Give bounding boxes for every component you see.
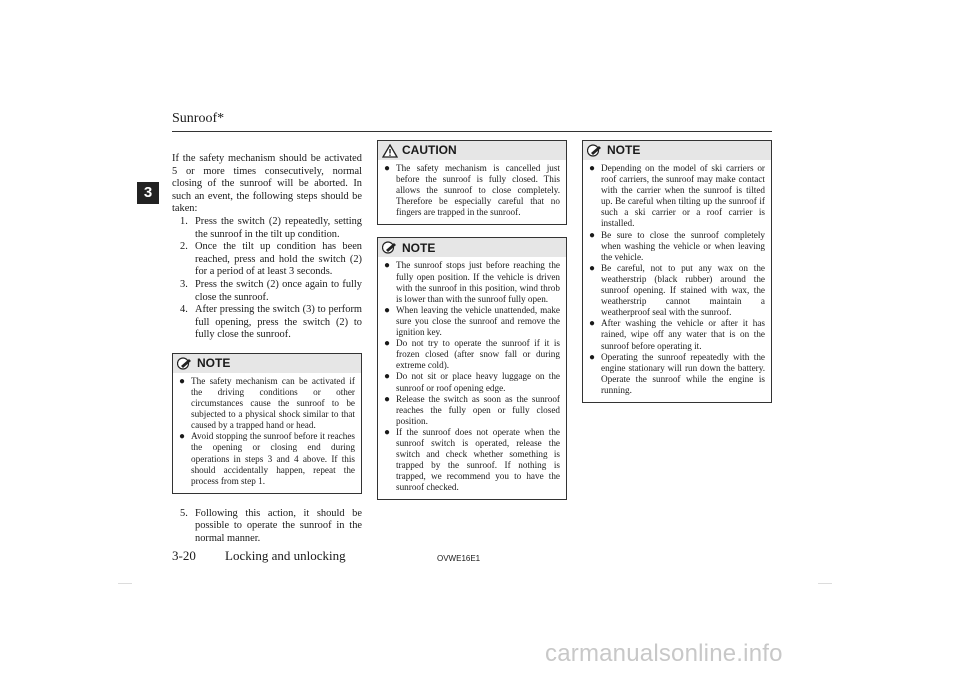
page-header-title: Sunroof*	[172, 111, 225, 126]
crop-mark	[818, 583, 832, 584]
step-item	[180, 241, 362, 279]
bullet-icon: ●	[179, 431, 186, 443]
bullet-icon: ●	[384, 393, 391, 405]
step-text: Press the switch (2) once again to fully close the sunroof.	[195, 278, 362, 303]
note-title: NOTE	[607, 143, 641, 158]
caution-bullet	[384, 163, 560, 218]
note-text: Depending on the model of ski carriers or roof carriers, the sunroof may make contact with the carrier when the sunroof is tilted up. Be careful when tilting up the sunroof if such a ski carrier or a roof carrier is installed.	[601, 163, 765, 229]
note-bullet	[384, 338, 560, 371]
note-text: Avoid stopping the sunroof before it reaches the opening or closing end during operations in steps 3 and 4 above. If this should accidentally happen, repeat the process from step 1.	[191, 431, 355, 486]
bullet-icon: ●	[589, 262, 596, 274]
note-bullet	[589, 352, 765, 396]
steps-list	[172, 216, 362, 342]
note-body	[173, 373, 361, 493]
step-text: Once the tilt up condition has been reached, press and hold the switch (2) for a period of at least 3 seconds.	[195, 241, 362, 278]
header-rule	[172, 131, 772, 132]
bullet-icon: ●	[589, 318, 596, 330]
note-bullet	[384, 427, 560, 494]
step-item	[180, 304, 362, 342]
note-bullet	[179, 431, 355, 486]
bullet-icon: ●	[384, 338, 391, 350]
note-text: Release the switch as soon as the sunroof reaches the fully open or fully closed position.	[396, 393, 560, 426]
step-number: 1.	[180, 215, 188, 227]
note-bullet	[589, 230, 765, 263]
note-header	[378, 238, 566, 257]
step-number: 4.	[180, 304, 188, 316]
bullet-icon: ●	[589, 229, 596, 241]
column-3	[582, 140, 772, 403]
note-text: Operating the sunroof repeatedly with the engine stationary will run down the battery. Operate the sunroof while the engine is running.	[601, 351, 765, 395]
note-text: Be careful, not to put any wax on the weatherstrip (black rubber) around the sunroof opening. If stained with wax, the weatherstrip cannot maintain a weatherproof seal with the sunroof.	[601, 262, 765, 318]
step-text: After pressing the switch (3) to perform full opening, press the switch (2) to fully close the sunroof.	[195, 304, 362, 341]
step-item	[180, 279, 362, 304]
note-bullet	[384, 394, 560, 427]
bullet-icon: ●	[589, 351, 596, 363]
bullet-icon: ●	[179, 375, 186, 387]
bullet-icon: ●	[384, 426, 391, 438]
watermark-text: carmanualsonline.info	[545, 640, 783, 667]
note-text: The sunroof stops just before reaching the fully open position. If the vehicle is driven with the sunroof in this position, wind throb is lower than with the sunroof fully open.	[396, 260, 560, 304]
step-item	[180, 216, 362, 241]
step-number: 3.	[180, 278, 188, 290]
note-pencil-icon	[177, 357, 193, 370]
note-box	[377, 237, 567, 500]
section-title: Locking and unlocking	[225, 548, 346, 563]
note-text: Do not try to operate the sunroof if it is frozen closed (after snow fall or during extreme cold).	[396, 338, 560, 371]
caution-text: The safety mechanism is cancelled just before the sunroof is fully closed. This allows the sunroof to close completely. Therefore be especially careful that no fingers are trapped in the sunroof.	[396, 163, 560, 218]
note-title: NOTE	[197, 356, 231, 371]
step-text: Following this action, it should be possible to operate the sunroof in the normal manner.	[195, 507, 362, 545]
note-text: Be sure to close the sunroof completely when washing the vehicle or when leaving the vehicle.	[601, 229, 765, 262]
note-text: If the sunroof does not operate when the sunroof switch is operated, release the switch and check whether something is trapped by the sunroof. If nothing is trapped, we recommend you to have the sunroof checked.	[396, 426, 560, 493]
note-text: After washing the vehicle or after it has rained, wipe off any water that is on the sunroof before operating it.	[601, 318, 765, 351]
step-number: 5.	[180, 507, 188, 519]
note-box	[582, 140, 772, 403]
bullet-icon: ●	[589, 163, 596, 174]
note-bullet	[589, 318, 765, 351]
note-body	[378, 257, 566, 499]
note-bullet	[589, 263, 765, 318]
chapter-tab: 3	[137, 182, 159, 204]
column-2	[377, 140, 567, 500]
step-item	[180, 508, 362, 546]
caution-body	[378, 160, 566, 224]
page-number: 3-20	[172, 548, 196, 563]
warning-triangle-icon	[382, 144, 398, 158]
note-bullet	[179, 376, 355, 431]
crop-mark	[118, 583, 132, 584]
note-text: When leaving the vehicle unattended, make sure you close the sunroof and remove the ignition key.	[396, 304, 560, 338]
note-header	[173, 354, 361, 373]
note-box	[172, 353, 362, 494]
document-code: OVWE16E1	[437, 554, 481, 563]
note-body	[583, 160, 771, 402]
note-text: Do not sit or place heavy luggage on the sunroof or roof opening edge.	[396, 371, 560, 393]
note-pencil-icon	[382, 241, 398, 254]
step-text: Press the switch (2) repeatedly, setting the sunroof in the tilt up condition.	[195, 215, 362, 240]
caution-box	[377, 140, 567, 225]
note-bullet	[384, 305, 560, 338]
bullet-icon: ●	[384, 304, 391, 316]
note-header	[583, 141, 771, 160]
note-title: NOTE	[402, 240, 436, 255]
caution-title: CAUTION	[402, 143, 457, 158]
note-bullet	[589, 163, 765, 230]
intro-paragraph: If the safety mechanism should be activated 5 or more times consecutively, normal closing of the sunroof will be aborted. In such an event, the following steps should be taken:	[172, 153, 362, 215]
note-pencil-icon	[587, 144, 603, 157]
note-bullet	[384, 260, 560, 304]
column-1	[172, 153, 362, 546]
note-text: The safety mechanism can be activated if the driving conditions or other circumstances cause the sunroof to be subjected to a physical shock similar to that caused by a trapped hand or head.	[191, 375, 355, 431]
bullet-icon: ●	[384, 163, 391, 174]
bullet-icon: ●	[384, 260, 391, 272]
bullet-icon: ●	[384, 371, 391, 383]
caution-header	[378, 141, 566, 160]
step-number: 2.	[180, 241, 188, 253]
note-bullet	[384, 371, 560, 393]
